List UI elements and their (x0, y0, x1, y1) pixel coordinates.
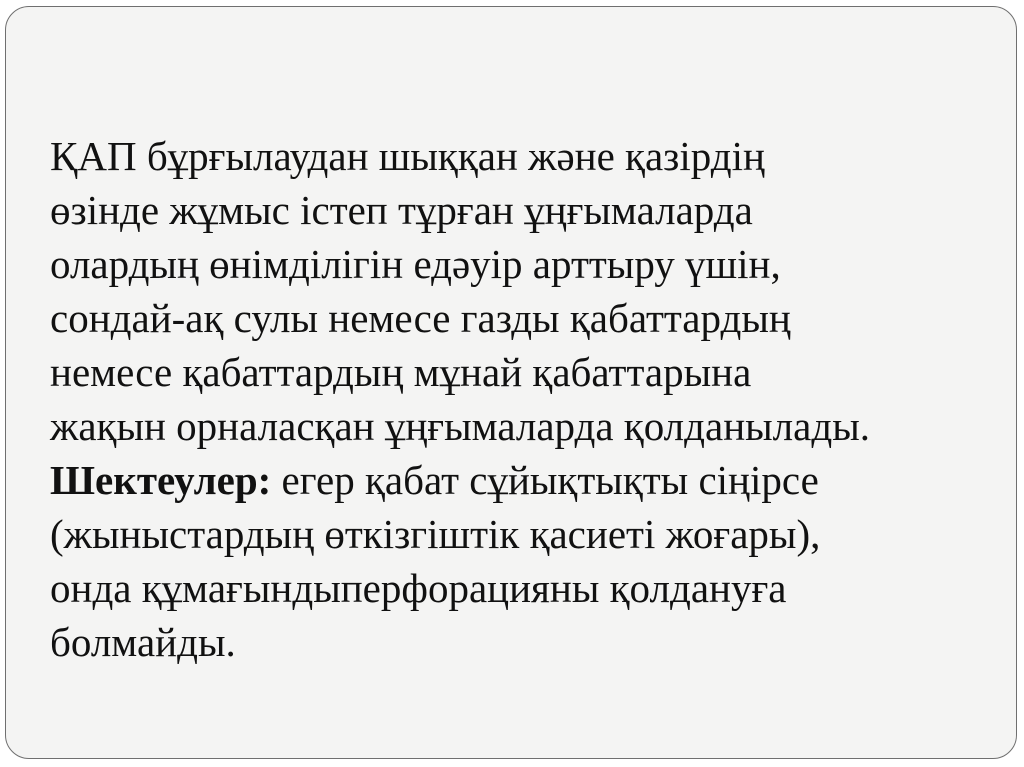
text-line: сондай-ақ сулы немесе газды қабаттардың (50, 295, 791, 341)
text-line: олардың өнімділігін едәуір арттыру үшін, (50, 241, 781, 287)
text-line: жақын орналасқан ұңғымаларда қолданылады. (50, 403, 870, 449)
text-line: немесе қабаттардың мұнай қабаттарына (50, 349, 752, 395)
limitations-text: егер қабат сұйықтықты сіңірсе (271, 457, 819, 503)
text-line: онда құмағындыперфорацияны қолдануға (50, 565, 787, 611)
text-line: (жыныстардың өткізгіштік қасиеті жоғары), (50, 511, 821, 557)
limitations-label: Шектеулер: (50, 457, 272, 503)
limitations-line (50, 453, 990, 507)
slide-body-text (50, 129, 990, 669)
text-line: болмайды. (50, 619, 236, 665)
text-line: өзінде жұмыс істеп тұрған ұңғымаларда (50, 187, 753, 233)
text-line: ҚАП бұрғылаудан шыққан және қазірдің (50, 133, 765, 179)
